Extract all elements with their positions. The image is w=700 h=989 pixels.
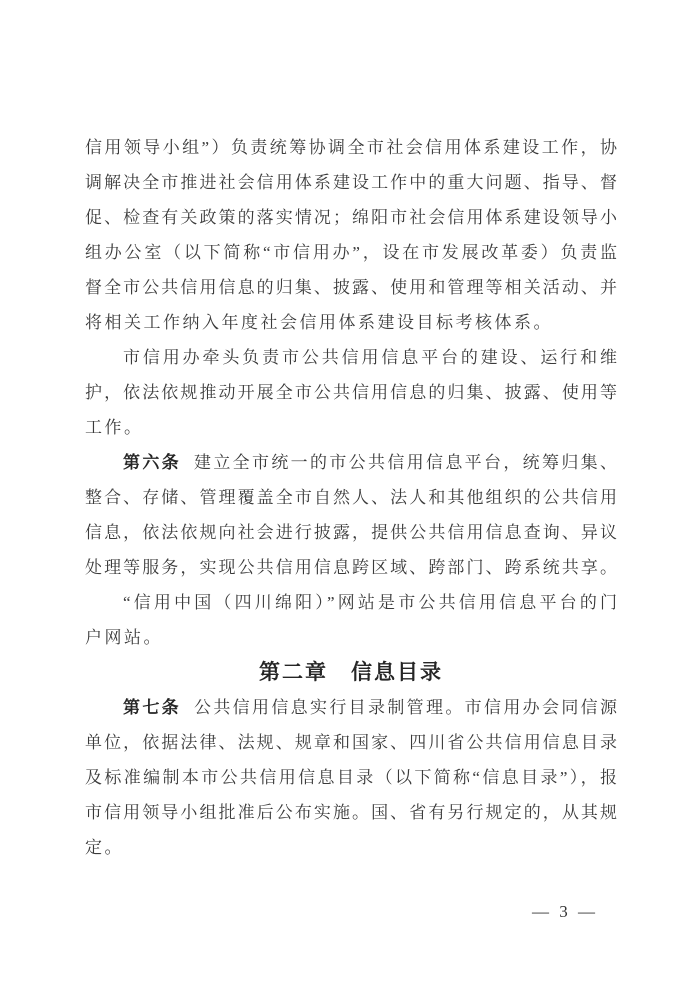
text-line-article-6: [85, 445, 617, 480]
text-line: 信息，依法依规向社会进行披露，提供公共信用信息查询、异议: [85, 523, 617, 542]
text-line: 单位，依据法律、法规、规章和国家、四川省公共信用信息目录: [85, 733, 617, 752]
text-line: 督全市公共信用信息的归集、披露、使用和管理等相关活动、并: [85, 278, 617, 297]
chapter-heading: 第二章 信息目录: [259, 660, 443, 684]
text-line: 信用领导小组”）负责统筹协调全市社会信用体系建设工作，协: [85, 138, 617, 157]
text-line: 定。: [85, 838, 124, 857]
article-number-label: 第七条: [123, 698, 181, 717]
text-line: 护，依法依规推动开展全市公共信用信息的归集、披露、使用等: [85, 383, 617, 402]
text-line: “信用中国（四川绵阳）”网站是市公共信用信息平台的门: [123, 593, 617, 612]
text-line: 及标准编制本市公共信用信息目录（以下简称“信息目录”），报: [85, 768, 617, 787]
page-number: — 3 —: [532, 902, 598, 921]
text-line: 将相关工作纳入年度社会信用体系建设目标考核体系。: [85, 313, 553, 332]
text-line: 促、检查有关政策的落实情况；绵阳市社会信用体系建设领导小: [85, 208, 617, 227]
text-line: 处理等服务，实现公共信用信息跨区域、跨部门、跨系统共享。: [85, 558, 617, 577]
text-line: 工作。: [85, 418, 144, 437]
document-body: [85, 130, 617, 865]
text-line: 组办公室（以下简称“市信用办”，设在市发展改革委）负责监: [85, 243, 617, 262]
article-text: 公共信用信息实行目录制管理。市信用办会同信源: [194, 698, 617, 717]
text-line: 户网站。: [85, 628, 163, 647]
text-line: 市信用办牵头负责市公共信用信息平台的建设、运行和维: [123, 348, 617, 367]
text-line-article-7: [85, 690, 617, 725]
article-text: 建立全市统一的市公共信用信息平台，统筹归集、: [194, 453, 617, 472]
article-number-label: 第六条: [123, 453, 181, 472]
text-line: 市信用领导小组批准后公布实施。国、省有另行规定的，从其规: [85, 803, 617, 822]
text-line: 整合、存储、管理覆盖全市自然人、法人和其他组织的公共信用: [85, 488, 617, 507]
text-line: 调解决全市推进社会信用体系建设工作中的重大问题、指导、督: [85, 173, 617, 192]
